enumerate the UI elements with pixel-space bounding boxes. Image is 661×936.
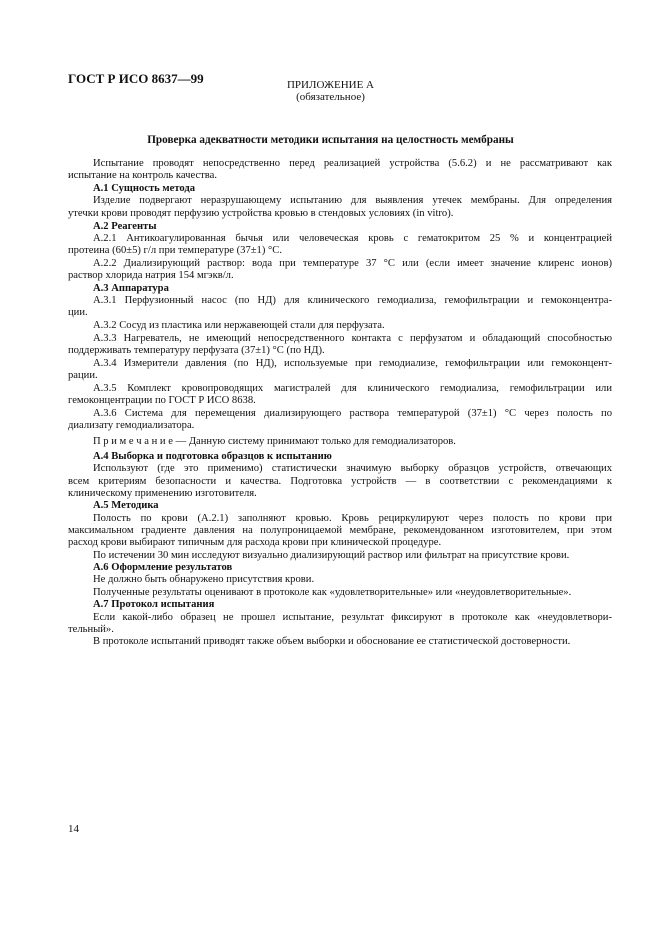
text-line: А.3.4 Измерители давления (по НД), используемые при гемодиализе, гемофильтрации или гемоконцент- [93, 358, 612, 369]
text-line: клиническому применению изготовителя. [68, 488, 257, 499]
text-line: утечки крови проводят перфузию устройства кровью в стендовых условиях (in vitro). [68, 208, 454, 219]
subsection-heading: А.3 Аппаратура [93, 283, 169, 294]
subsection-heading: А.5 Методика [93, 500, 159, 511]
text-line: тельный». [68, 624, 114, 635]
text-line: Если какой-либо образец не прошел испытание, результат фиксируют в протоколе как «неудовлетвори- [93, 612, 612, 623]
text-line: Не должно быть обнаружено присутствия крови. [93, 574, 315, 585]
text-line: испытание на контроль качества. [68, 170, 217, 181]
subsection-heading: А.7 Протокол испытания [93, 599, 215, 610]
text-line: А.3.1 Перфузионный насос (по НД) для клинического гемодиализа, гемофильтрации и гемоконцентра- [93, 295, 612, 306]
text-line: диализату гемодиализатора. [68, 420, 195, 431]
subsection-heading: А.2 Реагенты [93, 221, 157, 232]
document-header: ГОСТ Р ИСО 8637—99 [68, 71, 204, 86]
text-line: П р и м е ч а н и е — Данную систему принимают только для гемодиализаторов. [93, 436, 456, 447]
text-line: А.3.3 Нагреватель, не имеющий непосредственного контакта с перфузатом и обладающий способностью [93, 333, 612, 344]
subsection-heading: А.6 Оформление результатов [93, 562, 233, 573]
text-line: По истечении 30 мин исследуют визуально диализирующий раствор или фильтрат на присутствие крови. [93, 550, 570, 561]
text-line: ции. [68, 307, 88, 318]
text-line: раствор хлорида натрия 154 мгэкв/л. [68, 270, 234, 281]
text-line: Изделие подвергают неразрушающему испытанию для выявления утечек мембраны. Для определения [93, 195, 612, 206]
text-line: максимальном градиенте давления на полупроницаемой мембране, рекомендованном изготовителем, при этом [68, 525, 612, 536]
text-line: рации. [68, 370, 98, 381]
text-line: Используют (где это применимо) статистически значимую выборку образцов устройств, отвечающих [93, 463, 612, 474]
text-line: поддерживать температуру перфузата (37±1) °С (по НД). [68, 345, 325, 356]
text-line: В протоколе испытаний приводят также объем выборки и обоснование ее статистической достоверности. [93, 636, 571, 647]
text-line: Полученные результаты оценивают в протоколе как «удовлетворительные» или «неудовлетворительные». [93, 587, 572, 598]
text-line: А.3.2 Сосуд из пластика или нержавеющей стали для перфузата. [93, 320, 385, 331]
section-title: Проверка адекватности методики испытания на целостность мембраны [147, 134, 514, 146]
text-line: Испытание проводят непосредственно перед реализацией устройства (5.6.2) и не рассматривают как [93, 158, 612, 169]
text-line: расход крови выбирают типичным для расхода крови при клинической процедуре. [68, 537, 442, 548]
text-line: Полость по крови (А.2.1) заполняют кровью. Кровь рециркулируют через полость по крови при [93, 513, 612, 524]
text-line: А.2.1 Антикоагулированная бычья или человеческая кровь с гематокритом 25 % и концентрацией [93, 233, 612, 244]
text-line: А.3.5 Комплект кровопроводящих магистралей для клинического гемодиализа, гемофильтрации или [93, 383, 612, 394]
text-line: гемоконцентрации по ГОСТ Р ИСО 8638. [68, 395, 256, 406]
appendix-status: (обязательное) [296, 91, 365, 103]
subsection-heading: А.1 Сущность метода [93, 183, 196, 194]
text-line: А.2.2 Диализирующий раствор: вода при температуре 37 °С или (если имеет значение клиренс ионов) [93, 258, 612, 269]
appendix-title: ПРИЛОЖЕНИЕ А [286, 79, 374, 91]
text-line: протеина (60±5) г/л при температуре (37±1) °С. [68, 245, 282, 256]
text-line: всем критериям безопасности и качества. Подготовка устройств — в соответствии с рекомендациями к [68, 476, 612, 487]
subsection-heading: А.4 Выборка и подготовка образцов к испытанию [93, 451, 332, 462]
text-line: А.3.6 Система для перемещения диализирующего раствора температурой (37±1) °С через полость по [93, 408, 612, 419]
page-number: 14 [68, 823, 79, 835]
